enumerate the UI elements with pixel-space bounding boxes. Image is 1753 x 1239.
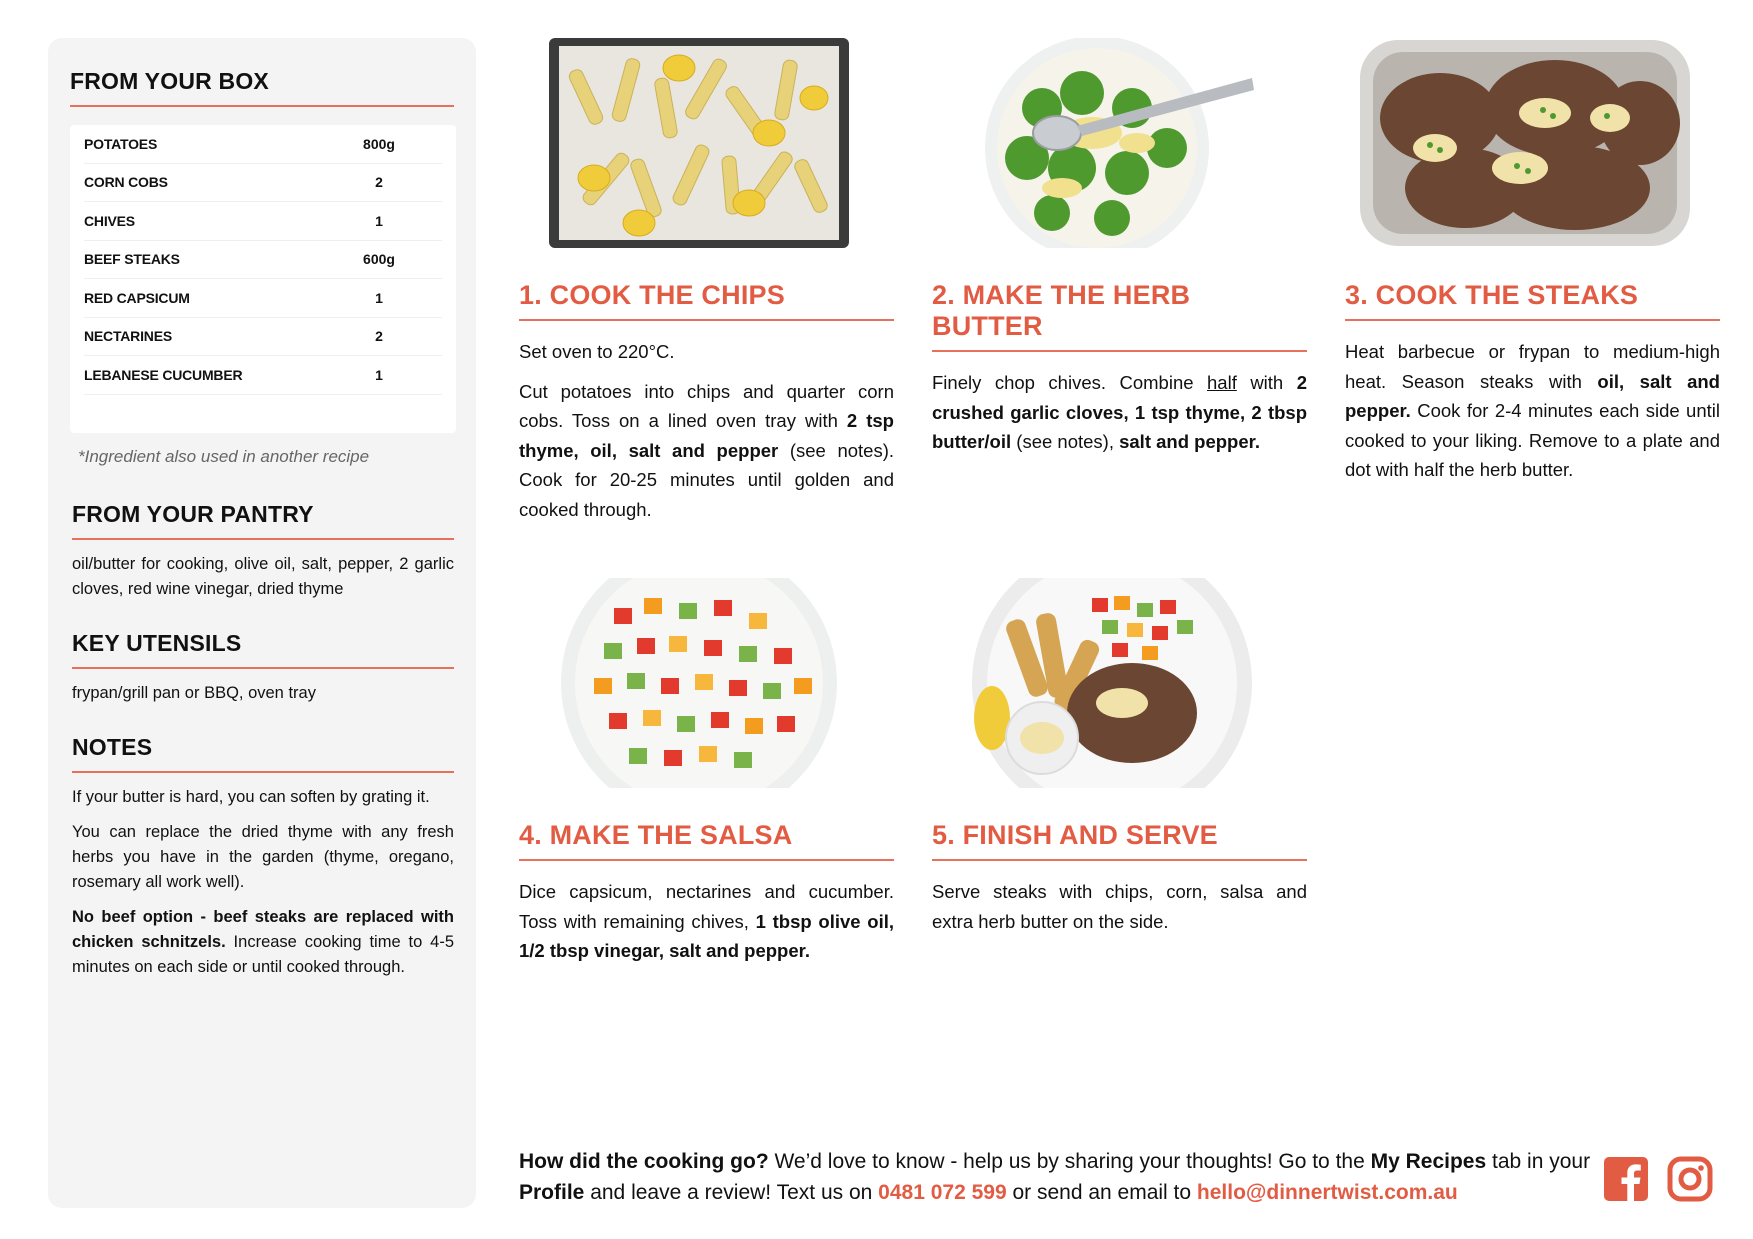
step-2-text-b: with [1236,372,1297,393]
step-2-title: 2. MAKE THE HERB BUTTER [932,280,1307,352]
ingredient-qty: 2 [375,328,383,345]
ingredient-name: RED CAPSICUM [84,289,190,306]
step-4-text-b: 1 tbsp olive oil, 1/2 tbsp vinegar, salt and pepper. [519,910,894,961]
utensils-heading: KEY UTENSILS [72,630,454,669]
step-1-text-2b: 2 tsp thyme, oil, salt and pepper [519,410,894,461]
instagram-icon[interactable] [1667,1156,1713,1202]
pantry-heading: FROM YOUR PANTRY [72,501,454,540]
note-3 [72,905,454,980]
phone-link[interactable]: 0481 072 599 [878,1181,1007,1204]
feedback-question: How did the cooking go? [519,1150,769,1173]
my-recipes-label: My Recipes [1370,1150,1487,1173]
step-4 [519,578,894,976]
step-3-body [1345,337,1720,485]
step-3-text [1345,337,1720,485]
social-links [1603,1156,1713,1202]
ingredient-row [84,318,442,357]
step-1-text-2 [519,377,894,525]
ingredient-name: CHIVES [84,212,135,229]
step-2-text-a: Finely chop chives. Combine [932,372,1208,393]
step-5-title: 5. FINISH AND SERVE [932,820,1307,861]
ingredient-qty: 2 [375,174,383,191]
step-2-text-e: salt and pepper. [1119,431,1260,452]
pantry-text: oil/butter for cooking, olive oil, salt, pepper, 2 garlic cloves, red wine vinegar, dried thyme [72,555,454,598]
ingredient-footnote: *Ingredient also used in another recipe [78,447,370,466]
from-box-table [70,125,456,433]
note-3-rest: Increase cooking time to 4-5 minutes on each side or until cooked through. [72,933,454,976]
pantry-section [70,501,454,602]
herb-butter-bowl-image [932,38,1307,248]
step-4-title: 4. MAKE THE SALSA [519,820,894,861]
ingredient-row [84,279,442,318]
chips-tray-image [519,38,894,248]
note-2: You can replace the dried thyme with any fresh herbs you have in the garden (thyme, oregano, rosemary all work well). [72,823,454,891]
ingredient-name: BEEF STEAKS [84,251,180,268]
ingredient-qty: 800g [363,135,395,152]
step-1-title: 1. COOK THE CHIPS [519,280,894,321]
ingredients-sidebar [48,38,476,1208]
step-3-title: 3. COOK THE STEAKS [1345,280,1720,321]
ingredient-row [84,202,442,241]
step-5-body [932,877,1307,936]
steaks-dish-image [1345,38,1720,248]
step-3-text-c: Cook for 2-4 minutes each side until cooked to your liking. Remove to a plate and dot with half the herb butter. [1345,400,1720,480]
ingredient-name: NECTARINES [84,328,172,345]
footer-text-4: or send an email to [1006,1181,1197,1204]
footer-text-1: We’d love to know - help us by sharing your thoughts! Go to the [768,1150,1371,1173]
ingredient-name: POTATOES [84,135,158,152]
ingredient-row [84,125,442,164]
step-5 [932,578,1307,946]
notes-heading: NOTES [72,734,454,773]
utensils-text: frypan/grill pan or BBQ, oven tray [72,684,316,702]
ingredient-name: LEBANESE CUCUMBER [84,366,243,383]
ingredient-qty: 1 [375,366,383,383]
footer-text-3: and leave a review! Text us on [584,1181,879,1204]
step-2 [932,38,1307,467]
feedback-footer [519,1146,1599,1208]
step-2-body [932,368,1307,457]
note-1: If your butter is hard, you can soften by grating it. [72,788,430,806]
notes-section [70,734,454,980]
step-3-text-b: oil, salt and pepper. [1345,370,1720,421]
utensils-section [70,630,454,706]
ingredient-qty: 1 [375,212,383,229]
step-1 [519,38,894,534]
step-4-text [519,877,894,966]
step-2-text-underline: half [1207,372,1237,393]
step-2-text-d: (see notes), [1011,431,1120,452]
plated-meal-image [932,578,1307,788]
step-1-body [519,337,894,524]
facebook-icon[interactable] [1603,1156,1649,1202]
ingredient-qty: 1 [375,289,383,306]
email-link[interactable]: hello@dinnertwist.com.au [1196,1181,1458,1204]
step-3 [1345,38,1720,495]
step-1-text-1: Set oven to 220°C. [519,341,675,362]
step-2-text [932,368,1307,457]
step-3-text-a: Heat barbecue or frypan to medium-high heat. Season steaks with [1345,341,1720,392]
ingredient-name: CORN COBS [84,174,168,191]
from-box-heading: FROM YOUR BOX [70,68,454,107]
profile-label: Profile [519,1181,585,1204]
ingredient-qty: 600g [363,251,395,268]
note-3-bold: No beef option - beef steaks are replaced with chicken schnitzels. [72,908,454,951]
step-4-body [519,877,894,966]
ingredient-row-empty [84,395,442,434]
step-5-text: Serve steaks with chips, corn, salsa and extra herb butter on the side. [932,881,1307,932]
step-2-text-c: 2 crushed garlic cloves, 1 tsp thyme, 2 tbsp butter/oil [932,372,1308,452]
step-1-text-2a: Cut potatoes into chips and quarter corn cobs. Toss on a lined oven tray with [519,380,894,431]
ingredient-row [84,356,442,395]
footer-text-2: tab in your [1486,1150,1591,1173]
ingredient-row [84,241,442,280]
step-1-text-2c: (see notes). Cook for 20-25 minutes until golden and cooked through. [519,439,894,520]
salsa-bowl-image [519,578,894,788]
step-4-text-a: Dice capsicum, nectarines and cucumber. Toss with remaining chives, [519,881,894,932]
ingredient-row [84,164,442,203]
